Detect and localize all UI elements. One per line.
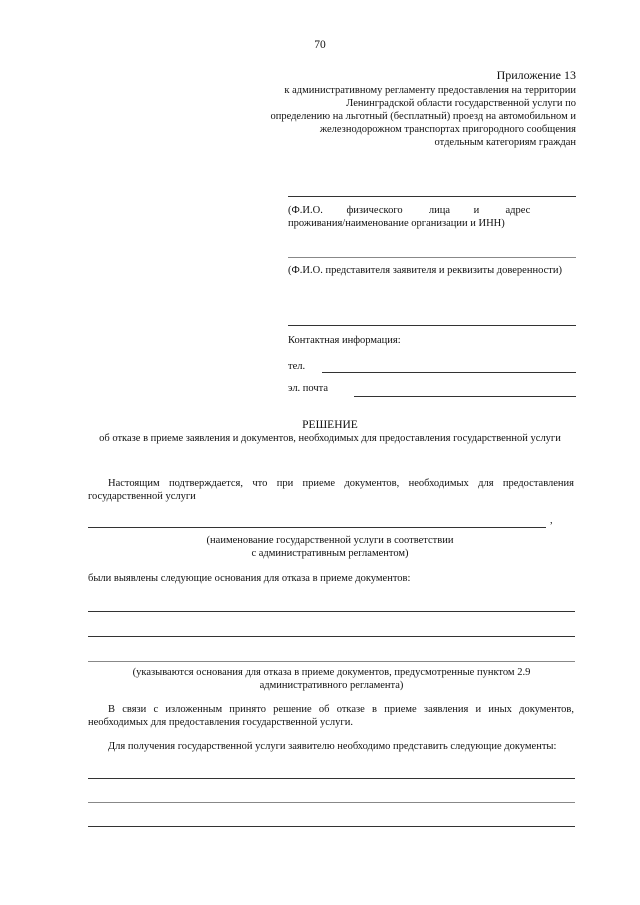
refusal-paragraph-line1: В связи с изложенным принято решение об отказе в приеме заявления и иных документов, <box>108 704 574 715</box>
contact-top-line <box>288 325 576 326</box>
docs-needed-text: Для получения государственной услуги заявителю необходимо представить следующие документы: <box>108 741 557 752</box>
refusal-paragraph-line2: необходимых для предоставления государственной услуги. <box>88 717 353 728</box>
docs-field-3[interactable] <box>88 826 575 827</box>
docs-field-1[interactable] <box>88 778 575 779</box>
contact-label: Контактная информация: <box>288 335 401 346</box>
decision-title: РЕШЕНИЕ <box>302 419 358 431</box>
applicant-fio-hint: (Ф.И.О. физического лица и адрес <box>288 205 531 216</box>
representative-line[interactable] <box>288 257 576 258</box>
appendix-title: Приложение 13 <box>496 68 576 82</box>
service-comma: , <box>550 515 553 526</box>
phone-field[interactable] <box>322 372 576 373</box>
grounds-field-3[interactable] <box>88 661 575 662</box>
confirm-paragraph-line1: Настоящим подтверждается, что при приеме документов, необходимых для предоставления <box>108 478 574 489</box>
decision-subtitle: об отказе в приеме заявления и документов, необходимых для предоставления государственной услуги <box>99 433 561 444</box>
confirm-paragraph-line2: государственной услуги <box>88 491 196 502</box>
service-name-field[interactable] <box>88 527 546 528</box>
appendix-line: отдельным категориям граждан <box>434 137 576 148</box>
grounds-field-1[interactable] <box>88 611 575 612</box>
service-hint-line2: с административным регламентом) <box>251 548 409 559</box>
grounds-hint-line2: административного регламента) <box>259 680 404 691</box>
appendix-line: к административному регламенту предоставления на территории <box>284 85 576 96</box>
applicant-name-line[interactable] <box>288 196 576 197</box>
docs-field-2[interactable] <box>88 802 575 803</box>
service-hint-line1: (наименование государственной услуги в соответствии <box>206 535 454 546</box>
email-label: эл. почта <box>288 383 329 394</box>
grounds-intro: были выявлены следующие основания для отказа в приеме документов: <box>88 573 411 584</box>
appendix-line: железнодорожном транспортах пригородного сообщения <box>319 124 576 135</box>
appendix-line: Ленинградской области государственной услуги по <box>346 98 576 109</box>
page-number: 70 <box>314 39 326 51</box>
grounds-hint-line1: (указываются основания для отказа в приеме документов, предусмотренные пунктом 2.9 <box>132 667 531 678</box>
appendix-line: определению на льготный (бесплатный) проезд на автомобильном и <box>270 111 576 122</box>
email-field[interactable] <box>354 396 576 397</box>
representative-hint: (Ф.И.О. представителя заявителя и реквизиты доверенности) <box>288 265 562 276</box>
applicant-fio-hint-2: проживания/наименование организации и ИНН) <box>288 218 505 229</box>
phone-label: тел. <box>288 361 306 372</box>
grounds-field-2[interactable] <box>88 636 575 637</box>
